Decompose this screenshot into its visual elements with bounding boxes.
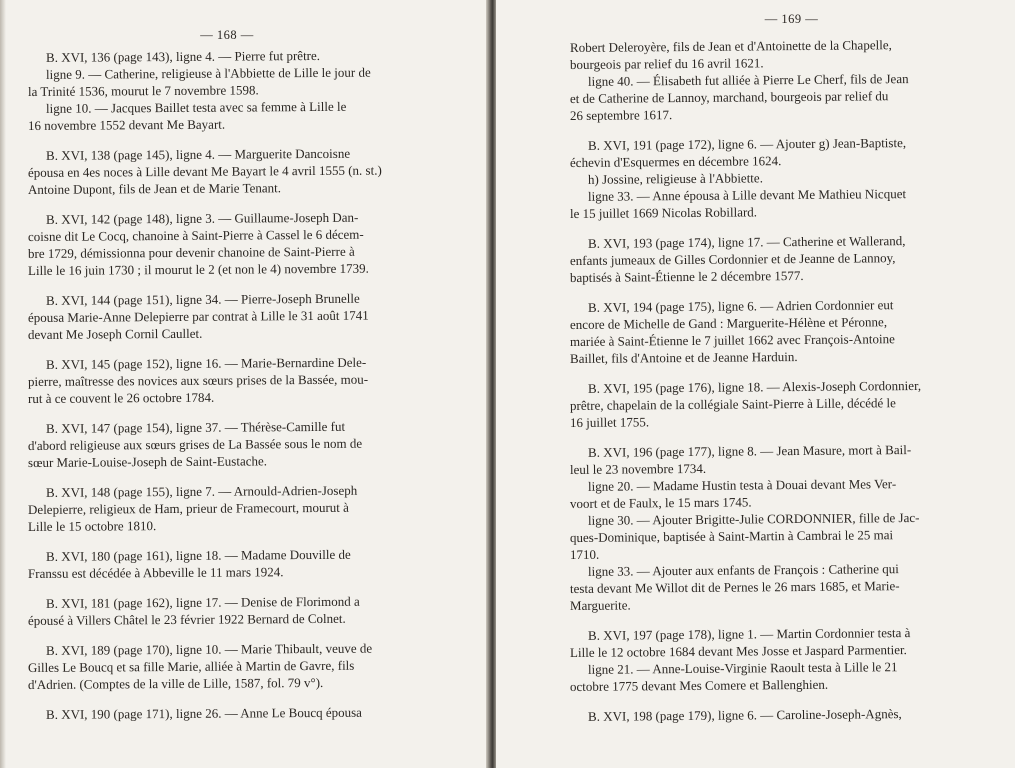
text-line: ligne 33. — Anne épousa à Lille devant Me Mathieu Nicquet: [587, 186, 907, 204]
left-page-entries: [28, 49, 466, 723]
left-page: [0, 0, 488, 768]
entry-paragraph: [28, 484, 466, 535]
text-line: bre 1729, démissionna pour devenir chanoine de Saint-Pierre à: [27, 243, 355, 261]
entry-paragraph: [28, 420, 466, 471]
text-line: prêtre, chapelain de la collégiale Saint-Pierre à Lille, décédé le: [569, 395, 896, 413]
page-number-right: — 169 —: [764, 12, 819, 26]
text-line: ligne 10. — Jacques Baillet testa avec sa femme à Lille le: [45, 98, 347, 116]
text-line: B. XVI, 198 (page 179), ligne 6. — Caroline-Joseph-Agnès,: [587, 706, 902, 724]
text-line: B. XVI, 190 (page 171), ligne 26. — Anne Le Boucq épousa: [45, 704, 362, 722]
text-line: B. XVI, 180 (page 161), ligne 18. — Madame Douville de: [45, 546, 351, 564]
entry-paragraph: [28, 356, 466, 407]
text-line: 16 novembre 1552 devant Me Bayart.: [27, 116, 226, 133]
entry-paragraph: [570, 444, 973, 614]
text-line: enfants jumeaux de Gilles Cordonnier et de Jeanne de Lannoy,: [569, 250, 896, 268]
entry-paragraph: [570, 627, 973, 695]
text-line: et de Catherine de Lannoy, marchand, bourgeois par relief du: [569, 88, 889, 106]
text-line: Lille le 15 octobre 1810.: [27, 518, 157, 534]
entry-paragraph: [570, 235, 973, 286]
text-line: bourgeois par relief du 16 avril 1621.: [569, 55, 764, 72]
text-line: B. XVI, 194 (page 175), ligne 6. — Adrien Cordonnier eut: [587, 297, 894, 315]
text-line: épousa en 4es noces à Lille devant Me Bayart le 4 avril 1555 (n. st.): [27, 162, 382, 180]
text-line: Gilles Le Boucq et sa fille Marie, alliée à Martin de Gavre, fils: [27, 657, 355, 675]
text-line: testa devant Me Willot dit de Pernes le 26 mars 1685, et Marie-: [569, 578, 900, 596]
text-line: B. XVI, 142 (page 148), ligne 3. — Guillaume-Joseph Dan-: [45, 209, 359, 227]
text-line: échevin d'Esquermes en décembre 1624.: [569, 153, 782, 170]
text-line: la Trinité 1536, mourut le 7 novembre 1598.: [27, 82, 259, 99]
entry-paragraph: [28, 548, 466, 582]
right-page: [496, 0, 1015, 768]
text-line: B. XVI, 197 (page 178), ligne 1. — Martin Cordonnier testa à: [587, 625, 911, 643]
text-line: d'abord religieuse aux sœurs grises de La Bassée sous le nom de: [27, 435, 363, 453]
entry-paragraph: [570, 299, 973, 367]
text-line: B. XVI, 191 (page 172), ligne 6. — Ajouter g) Jean-Baptiste,: [587, 135, 907, 153]
text-line: ligne 30. — Ajouter Brigitte-Julie CORDONNIER, fille de Jac-: [587, 509, 920, 528]
text-line: ligne 33. — Ajouter aux enfants de François : Catherine qui: [587, 561, 899, 579]
text-line: d'Adrien. (Comptes de la ville de Lille, 1587, fol. 79 v°).: [27, 674, 324, 692]
text-line: Marguerite.: [569, 597, 631, 613]
text-line: Franssu est décédée à Abbeville le 11 mars 1924.: [27, 564, 284, 581]
entry-paragraph: [570, 708, 973, 725]
text-line: sœur Marie-Louise-Joseph de Saint-Eustache.: [27, 453, 268, 470]
text-line: épousa Marie-Anne Delepierre par contrat à Lille le 31 août 1741: [27, 307, 369, 325]
text-line: ligne 40. — Élisabeth fut alliée à Pierre Le Cherf, fils de Jean: [587, 71, 909, 89]
right-page-entries: [570, 39, 973, 725]
text-line: B. XVI, 196 (page 177), ligne 8. — Jean Masure, mort à Bail-: [587, 442, 912, 460]
entry-paragraph: [28, 292, 466, 343]
text-line: devant Me Joseph Cornil Caullet.: [27, 325, 203, 342]
text-line: B. XVI, 193 (page 174), ligne 17. — Catherine et Wallerand,: [587, 233, 906, 251]
text-line: Lille le 12 octobre 1684 devant Mes Josse et Jaspard Parmentier.: [569, 642, 907, 660]
entry-paragraph: [28, 49, 466, 134]
text-line: rut à ce couvent le 26 octobre 1784.: [27, 389, 215, 406]
text-line: Baillet, fils d'Antoine et de Jeanne Harduin.: [569, 349, 798, 366]
text-line: Lille le 16 juin 1730 ; il mourut le 2 (et non le 4) novembre 1739.: [27, 260, 369, 278]
text-line: mariée à Saint-Étienne le 7 juillet 1662 avec François-Antoine: [569, 331, 895, 349]
text-line: 1710.: [569, 546, 600, 562]
entry-paragraph: [28, 642, 466, 693]
page-number-left: — 168 —: [200, 28, 254, 42]
text-line: Delepierre, religieux de Ham, prieur de Framecourt, mourut à: [27, 499, 349, 517]
text-line: B. XVI, 144 (page 151), ligne 34. — Pierre-Joseph Brunelle: [45, 290, 360, 308]
text-line: B. XVI, 195 (page 176), ligne 18. — Alexis-Joseph Cordonnier,: [587, 377, 922, 396]
text-line: Robert Deleroyère, fils de Jean et d'Antoinette de la Chapelle,: [569, 37, 892, 55]
entry-paragraph: [28, 595, 466, 629]
text-line: B. XVI, 147 (page 154), ligne 37. — Thérèse-Camille fut: [45, 418, 346, 436]
text-line: coisne dit Le Cocq, chanoine à Saint-Pierre à Cassel le 6 décem-: [27, 226, 364, 244]
text-line: B. XVI, 181 (page 162), ligne 17. — Denise de Florimond a: [45, 593, 360, 611]
text-line: B. XVI, 145 (page 152), ligne 16. — Marie-Bernardine Dele-: [45, 354, 367, 372]
entry-paragraph: [28, 147, 466, 198]
text-line: leul le 23 novembre 1734.: [569, 460, 707, 477]
text-line: le 15 juillet 1669 Nicolas Robillard.: [569, 204, 758, 221]
text-line: pierre, maîtresse des novices aux sœurs prises de la Bassée, mou-: [27, 371, 369, 389]
entry-paragraph: [28, 706, 466, 723]
text-line: B. XVI, 148 (page 155), ligne 7. — Arnould-Adrien-Joseph: [45, 482, 358, 500]
text-line: h) Jossine, religieuse à l'Abbiette.: [587, 170, 763, 187]
text-line: Antoine Dupont, fils de Jean et de Marie Tenant.: [27, 180, 282, 197]
text-line: 16 juillet 1755.: [569, 414, 650, 430]
text-line: B. XVI, 189 (page 170), ligne 10. — Marie Thibault, veuve de: [45, 640, 373, 658]
entry-paragraph: [28, 211, 466, 279]
entry-paragraph: [570, 39, 973, 124]
text-line: B. XVI, 136 (page 143), ligne 4. — Pierre fut prêtre.: [45, 47, 321, 65]
text-line: ligne 20. — Madame Hustin testa à Douai devant Mes Ver-: [587, 476, 897, 494]
text-line: encore de Michelle de Gand : Marguerite-Hélène et Péronne,: [569, 314, 888, 332]
text-line: ligne 21. — Anne-Louise-Virginie Raoult testa à Lille le 21: [587, 659, 898, 677]
text-line: baptisés à Saint-Étienne le 2 décembre 1577.: [569, 267, 804, 285]
text-line: épousé à Villers Châtel le 23 février 1922 Bernard de Colnet.: [27, 610, 346, 628]
entry-paragraph: [570, 137, 973, 222]
text-line: ligne 9. — Catherine, religieuse à l'Abbiette de Lille le jour de: [45, 64, 371, 82]
text-line: B. XVI, 138 (page 145), ligne 4. — Marguerite Dancoisne: [45, 145, 351, 163]
entry-paragraph: [569, 377, 973, 431]
text-line: voort et de Faulx, le 15 mars 1745.: [569, 494, 752, 511]
text-line: octobre 1775 devant Mes Comere et Ballenghien.: [569, 676, 829, 694]
text-line: 26 septembre 1617.: [569, 107, 673, 123]
text-line: ques-Dominique, baptisée à Saint-Martin à Cambrai le 25 mai: [569, 527, 894, 545]
page-edge-shadow: [0, 0, 6, 768]
